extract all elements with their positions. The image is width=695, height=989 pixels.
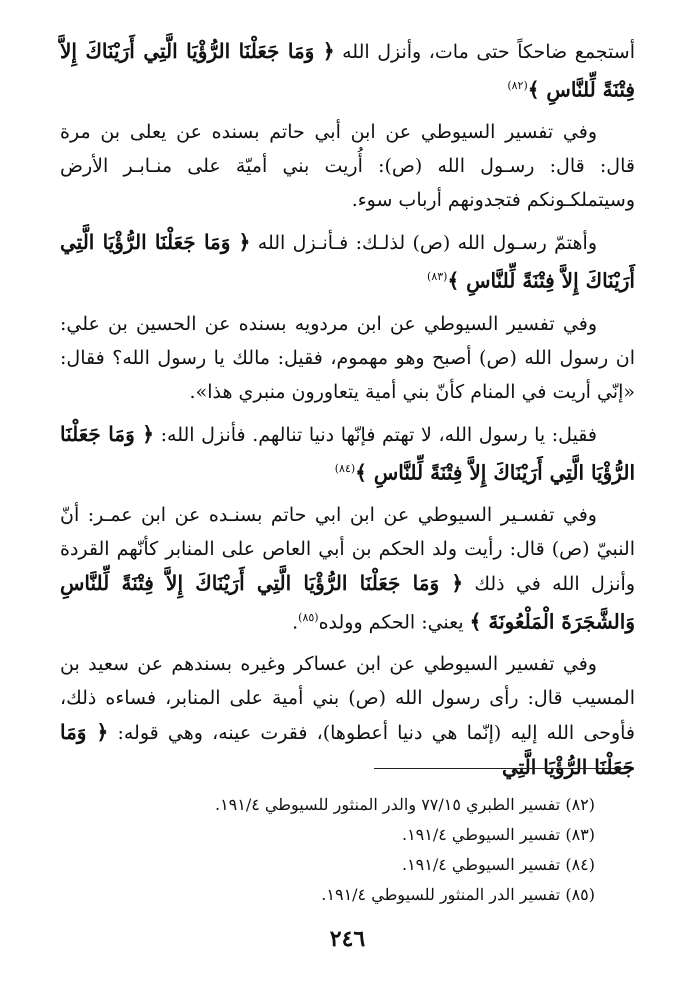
quran-verse: ﴿ وَمَا جَعَلْنَا الرُّؤْيَا الَّتِي أَرَيْنَاكَ إِلاَّ فِتْنَةً لِّلنَّاسِ وَالشَّجَرَةَ الْمَلْعُونَةَ ﴾ [60, 570, 635, 634]
quran-verse: ﴿ وَمَا جَعَلْنَا الرُّؤْيَا الَّتِي أَرَيْنَاكَ إِلاَّ فِتْنَةً لِّلنَّاسِ ﴾ [60, 39, 635, 102]
footnote-83: (٨٣) تفسير السيوطي ١٩١/٤. [401, 825, 595, 844]
footnote-ref[interactable]: (٨٥) [298, 610, 319, 624]
paragraph-6 [60, 498, 635, 639]
footnote-82: (٨٢) تفسير الطبري ٧٧/١٥ والدر المنثور للسيوطي ١٩١/٤. [214, 795, 595, 814]
text-segment: . [292, 611, 299, 634]
paragraph-3 [60, 225, 635, 298]
page-number: ٢٤٦ [329, 926, 366, 952]
page-body [60, 34, 635, 793]
text-segment: وفي تفسير السيوطي عن ابن مردويه بسنده عن الحسين بن علي: ان رسول الله (ص) أصبح وهو مهموم، فقيل: مالك يا رسول الله؟ فقال: «إنّي أريت في المنام كأنّ بني أمية يتعاورون منبري هذا». [60, 312, 635, 403]
footnote-ref[interactable]: (٨٤) [334, 461, 356, 475]
footnotes-section [115, 790, 595, 910]
footnote-ref[interactable]: (٨٣) [427, 270, 448, 284]
text-segment: وفي تفسير السيوطي عن ابن عساكر وغيره بسندهم عن سعيد بن المسيب قال: رأى رسول الله (ص) بني أمية على المنابر، فساءه ذلك، فأوحى الله إليه (إنّما هي دنيا أعطوها)، فقرت عينه، وهي قوله: [60, 653, 635, 745]
paragraph-5 [60, 417, 635, 490]
footnote-84: (٨٤) تفسير السيوطي ١٩١/٤. [401, 855, 595, 874]
text-segment: وفي تفسير السيوطي عن ابن أبي حاتم بسنده عن يعلى بن مرة قال: قال: رسـول الله (ص): أُريت بني أميّة على منـابـر الأرض وسيتملكـونكم فتجدونهم أرباب سوء. [60, 121, 635, 212]
text-segment: أستجمع ضاحكاً حتى مات، وأنزل الله [334, 41, 635, 63]
text-segment: يعني: الحكم وولده [318, 611, 470, 634]
footnote-ref[interactable]: (٨٢) [507, 79, 528, 92]
paragraph-7 [60, 647, 635, 785]
text-segment: فقيل: يا رسول الله، لا تهتم فإنّها دنيا تنالهم. فأنزل الله: [154, 423, 597, 446]
quran-verse: ﴿ وَمَا جَعَلْنَا الرُّؤْيَا الَّتِي أَرَيْنَاكَ إِلاَّ فِتْنَةً لِّلنَّاسِ ﴾ [60, 421, 635, 484]
footnote-85: (٨٥) تفسير الدر المنثور للسيوطي ١٩١/٤. [321, 885, 595, 904]
paragraph-2 [60, 115, 635, 217]
text-segment: وفي تفسـير السيوطي عن ابن ابي حاتم بسنـده عن ابن عمـر: أنّ النبيّ (ص) قال: رأيت ولد الحكم بن أبي العاص على المنابر كأنّهم القردة وأنزل الله في ذلك [60, 503, 635, 595]
quran-verse: ﴿ وَمَا جَعَلْنَا الرُّؤْيَا الَّتِي [60, 720, 635, 780]
text-segment: وأهتمّ رسـول الله (ص) لذلـك: فـأنـزل الله [250, 232, 597, 255]
quran-verse: ﴿ وَمَا جَعَلْنَا الرُّؤْيَا الَّتِي أَرَيْنَاكَ إِلاَّ فِتْنَةً لِّلنَّاسِ ﴾ [60, 230, 635, 293]
footnote-divider [374, 768, 630, 769]
paragraph-4 [60, 307, 635, 409]
paragraph-1 [60, 34, 635, 107]
